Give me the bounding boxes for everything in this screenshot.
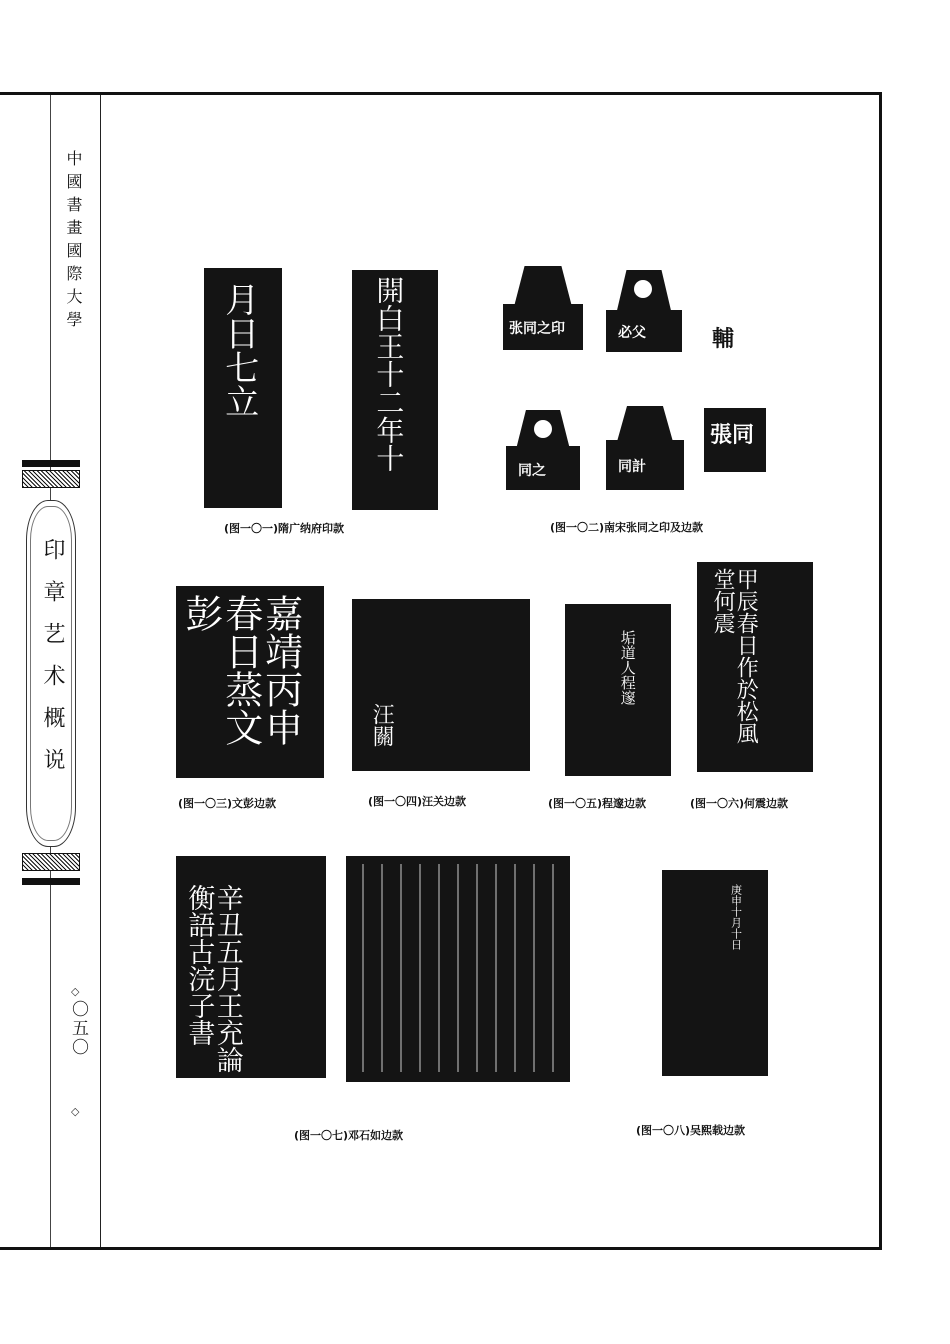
diamond-icon: ◇ <box>71 1105 80 1118</box>
inscription-105: 垢道人程邃 <box>618 630 637 705</box>
seal-face: 張同 <box>710 422 755 448</box>
inscription-101-left: 月日七立 <box>218 282 259 418</box>
caption-107: (图一〇七)邓石如边款 <box>294 1129 404 1142</box>
school-name: 中國書畫國際大學 <box>64 150 83 334</box>
caption-106: (图一〇六)何震边款 <box>690 797 789 810</box>
seal-102-5 <box>606 440 684 490</box>
rubbing-106 <box>697 562 813 772</box>
inscription-108: 庚申十月十日 <box>729 884 743 950</box>
inscription-104: 汪關 <box>369 703 395 747</box>
rubbing-104 <box>352 599 530 771</box>
seal-face: 同計 <box>618 459 646 475</box>
badge-hatch-bottom <box>22 853 80 871</box>
rubbing-101-right <box>352 270 438 510</box>
seal-face: 张同之印 <box>509 321 565 337</box>
inscription-106: 甲辰春日作於松風堂何震 <box>710 568 759 744</box>
inscription-107: 辛丑五月王充論衡語古浣子書 <box>183 884 243 1073</box>
caption-103: (图一〇三)文彭边款 <box>178 797 277 810</box>
caption-105: (图一〇五)程邃边款 <box>548 797 647 810</box>
caption-104: (图一〇四)汪关边款 <box>368 795 467 808</box>
page-number: 〇五〇 <box>68 1000 88 1057</box>
diamond-icon: ◇ <box>71 985 80 998</box>
inscription-103: 嘉靖丙申春日蒸文彭 <box>178 594 303 746</box>
rubbing-103 <box>176 586 324 778</box>
seal-face: 必父 <box>618 325 646 341</box>
rubbing-105 <box>565 604 671 776</box>
seal-face: 同之 <box>518 463 546 479</box>
rubbing-101-left <box>204 268 282 508</box>
seal-102-2 <box>606 310 682 352</box>
seal-102-3: 輔 <box>712 326 735 352</box>
badge-bar-bottom <box>22 878 80 885</box>
dense-inscription-texture <box>356 864 560 1072</box>
content-rule <box>100 95 101 1247</box>
caption-101: (图一〇一)隋广纳府印款 <box>224 522 345 535</box>
rubbing-108 <box>662 870 768 1076</box>
badge-hatch-top <box>22 470 80 488</box>
caption-108: (图一〇八)吴熙载边款 <box>636 1124 746 1137</box>
seal-102-4 <box>506 446 580 490</box>
rubbing-107-side <box>176 856 326 1078</box>
inscription-101-right: 開白王十二年十 <box>372 276 406 472</box>
seal-102-1 <box>503 304 583 350</box>
seal-102-6 <box>704 408 766 472</box>
rubbing-107-main <box>346 856 570 1082</box>
book-title: 印章艺术概说 <box>40 538 65 790</box>
badge-bar-top <box>22 460 80 467</box>
caption-102: (图一〇二)南宋张同之印及边款 <box>550 521 704 534</box>
